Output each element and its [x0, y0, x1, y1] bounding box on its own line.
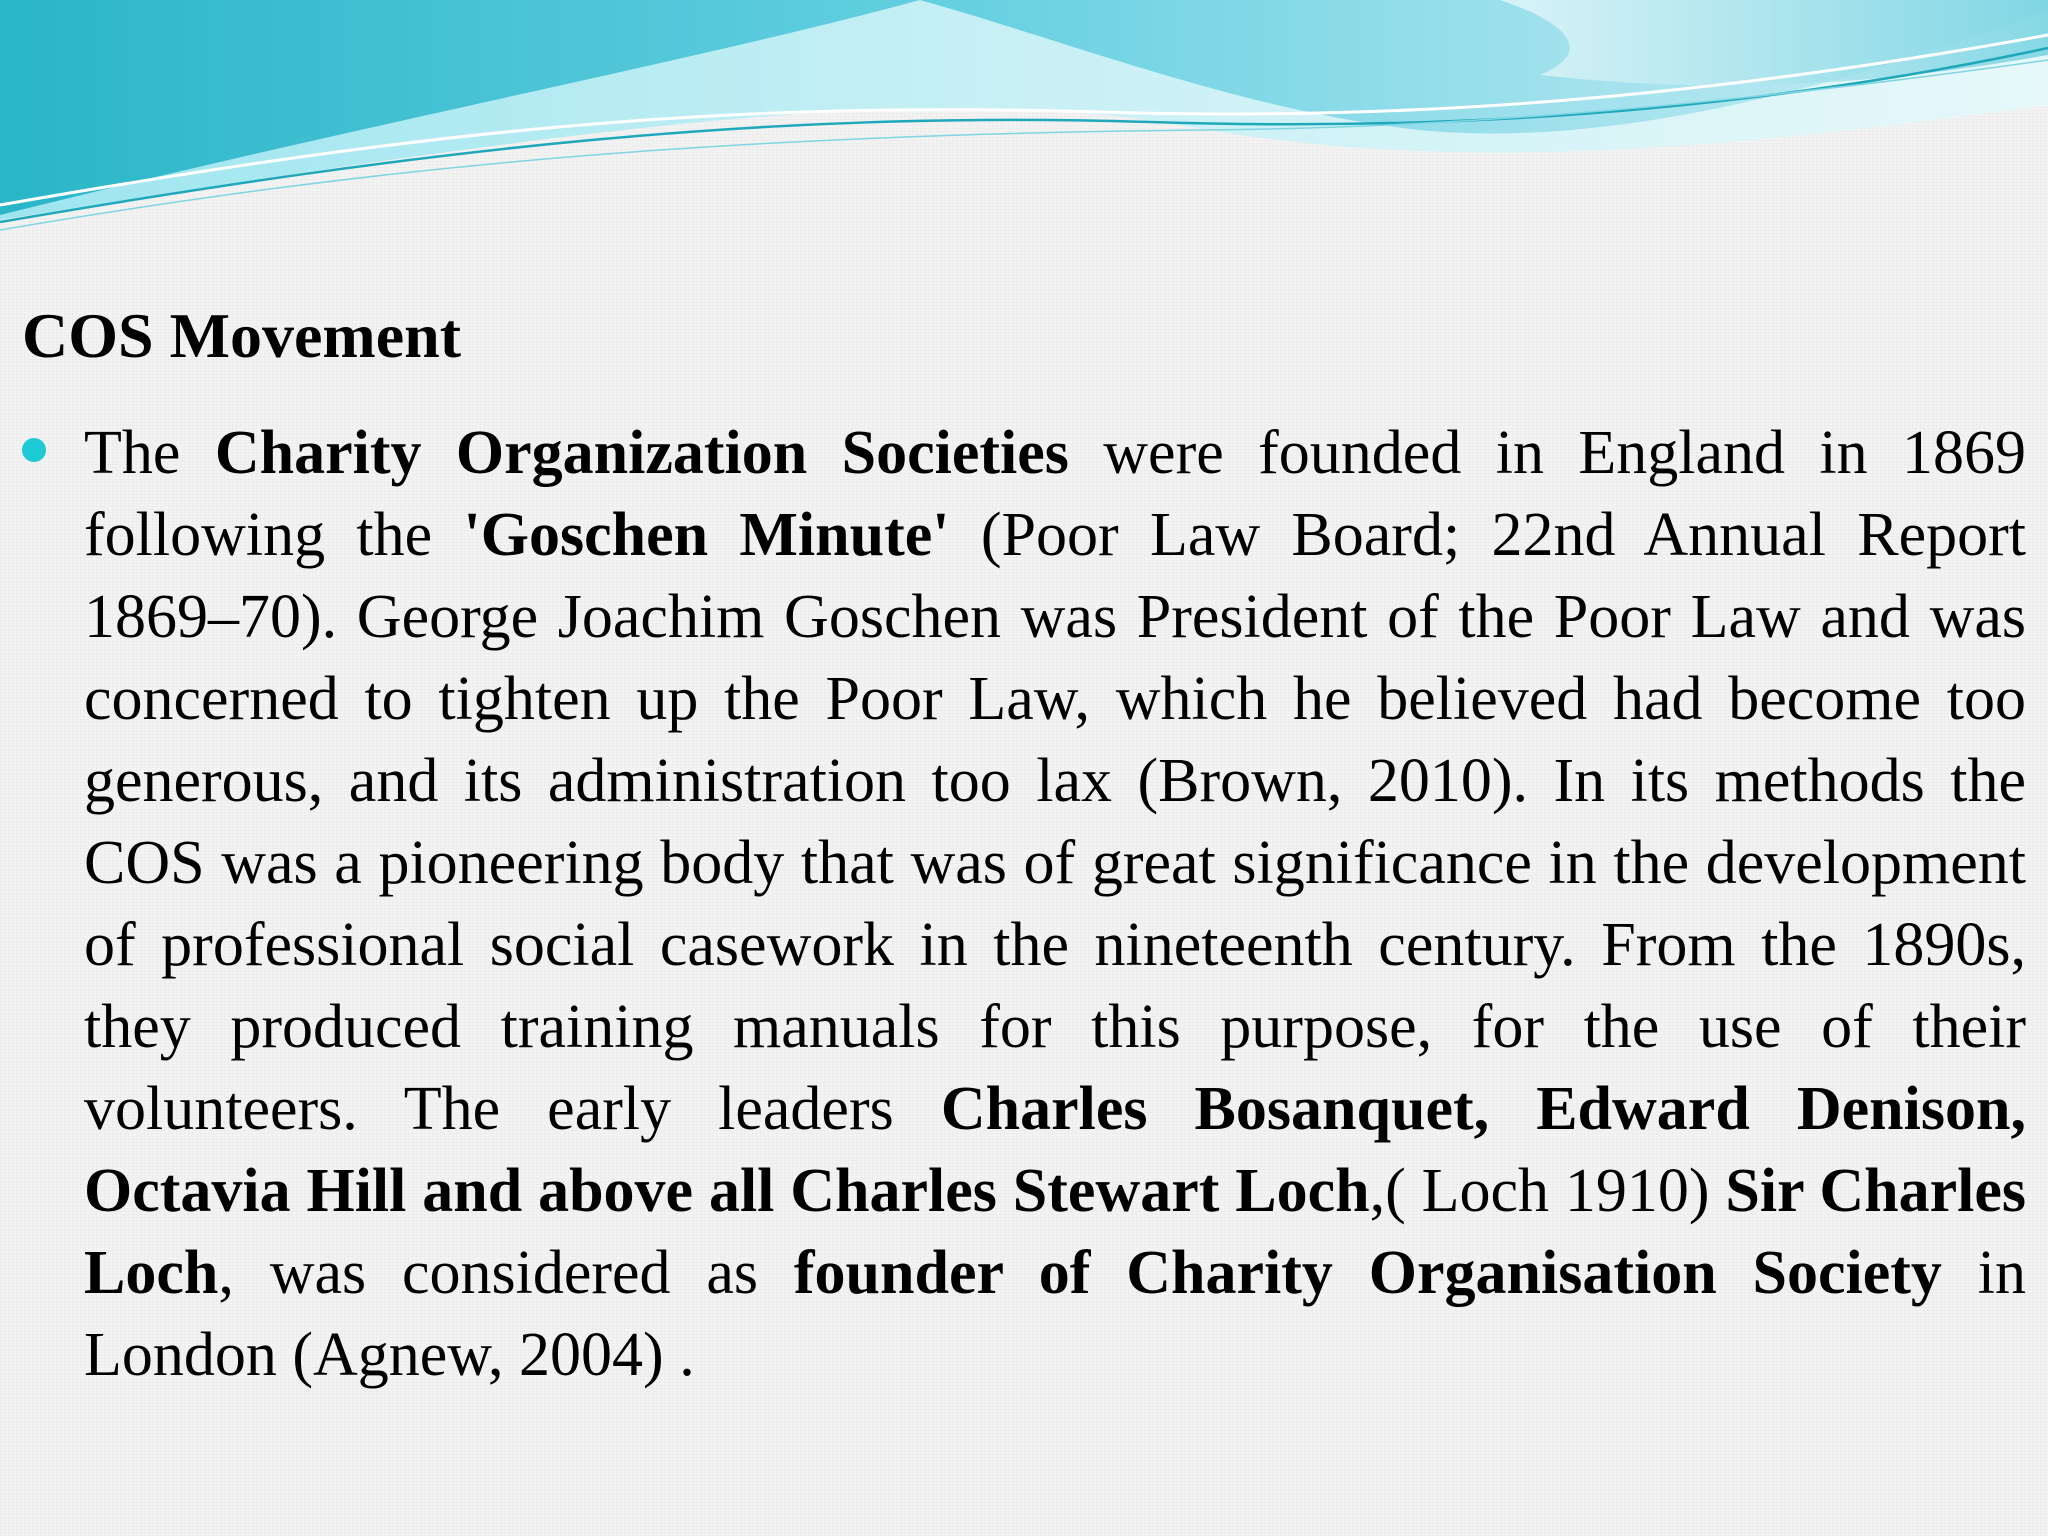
- bullet-item: [22, 412, 2026, 1396]
- bullet-paragraph: [84, 412, 2026, 1396]
- bold-segment: Charity Organization Societies: [214, 419, 1069, 487]
- bold-segment: founder of Charity Organisation Society: [793, 1239, 1942, 1307]
- text-segment: ,( Loch 1910): [1369, 1157, 1726, 1225]
- text-segment: , was considered as: [218, 1239, 794, 1307]
- bold-segment: Sir Charles Loch: [84, 1157, 2026, 1307]
- bullet-marker: [22, 438, 46, 462]
- header-wave-decoration: [0, 0, 2048, 240]
- text-segment: were founded in England in 1869 following the: [84, 419, 2027, 569]
- bold-segment: 'Goschen Minute': [463, 501, 950, 569]
- slide-title: COS Movement: [22, 300, 462, 371]
- text-segment: The: [84, 419, 215, 487]
- text-segment: (Poor Law Board; 22nd Annual Report 1869–70). George Joachim Goschen was President of the Poor Law and was concerned to tighten up the Poor Law, which he believed had become too generous, and its administration too lax (Brown, 2010). In its methods the COS was a pioneering body that was of great significance in the development of professional social casework in the nineteenth century. From the 1890s, they produced training manuals for this purpose, for the use of their volunteers. The early leaders: [84, 501, 2026, 1143]
- text-segment: in London (Agnew, 2004) .: [84, 1239, 2026, 1389]
- bold-segment: Charles Bosanquet, Edward Denison, Octavia Hill and above all Charles Stewart Loch: [84, 1075, 2026, 1225]
